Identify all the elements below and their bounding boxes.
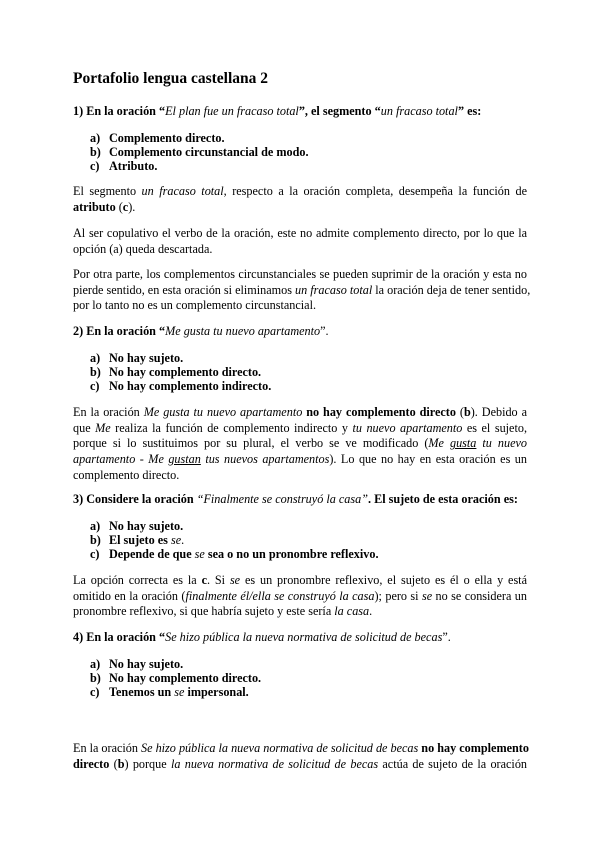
q1-answer-paragraph-3: Por otra parte, los complementos circunstanciales se pueden suprimir de la oración y esta no pierde sentido, en esta oración si eliminamos un fracaso total la oración deja de tener sentido, por lo tanto no es un complemento circunstancial. bbox=[73, 267, 531, 313]
q3-answer-paragraph: La opción correcta es la c. Si se es un pronombre reflexivo, el sujeto es él o ella y está omitido en la oración (finalmente él/ella se construyó la casa); pero si se no se considera un pronombre reflexivo, si que habría sujeto y este sería la casa. bbox=[73, 573, 527, 619]
q4-answer-paragraph: En la oración Se hizo pública la nueva normativa de solicitud de becas no hay complemento directo (b) porque la nueva normativa de solicitud de becas actúa de sujeto de la oración bbox=[73, 741, 529, 771]
question-2: 2) En la oración “Me gusta tu nuevo apartamento”. bbox=[73, 324, 329, 338]
q2-answer-paragraph: En la oración Me gusta tu nuevo apartamento no hay complemento directo (b). Debido a que Me realiza la función de complemento indirecto y tu nuevo apartamento es el sujeto, porque si lo sustituimos por su plural, el verbo se ve modificado (Me gusta tu nuevo apartamento - Me gustan tus nuevos apartamentos). Lo que no hay en esta oración es un complemento directo. bbox=[73, 405, 528, 482]
q2-option-a: a) No hay sujeto. bbox=[90, 351, 184, 365]
question-4: 4) En la oración “Se hizo pública la nueva normativa de solicitud de becas”. bbox=[73, 630, 451, 644]
q1-option-c: c) Atributo. bbox=[90, 159, 158, 173]
q3-option-a: a) No hay sujeto. bbox=[90, 519, 184, 533]
q1-option-a: a) Complemento directo. bbox=[90, 131, 225, 145]
q2-option-b: b) No hay complemento directo. bbox=[90, 365, 262, 379]
q3-option-c: c) Depende de que se sea o no un pronombre reflexivo. bbox=[90, 547, 379, 561]
q1-option-b: b) Complemento circunstancial de modo. bbox=[90, 145, 309, 159]
q3-option-b: b) El sujeto es se. bbox=[90, 533, 185, 547]
q2-option-c: c) No hay complemento indirecto. bbox=[90, 379, 272, 393]
q4-option-a: a) No hay sujeto. bbox=[90, 657, 184, 671]
q1-answer-paragraph-2: Al ser copulativo el verbo de la oración, este no admite complemento directo, por lo que la opción (a) queda descartada. bbox=[73, 226, 527, 256]
q1-answer-paragraph-1: El segmento un fracaso total, respecto a la oración completa, desempeña la función de atributo (c). bbox=[73, 184, 527, 214]
question-3: 3) Considere la oración “Finalmente se construyó la casa”. El sujeto de esta oración es: bbox=[73, 492, 518, 506]
document-title: Portafolio lengua castellana 2 bbox=[73, 70, 269, 87]
question-1: 1) En la oración “El plan fue un fracaso total”, el segmento “un fracaso total” es: bbox=[73, 104, 482, 118]
q4-option-b: b) No hay complemento directo. bbox=[90, 671, 262, 685]
q4-option-c: c) Tenemos un se impersonal. bbox=[90, 685, 249, 699]
